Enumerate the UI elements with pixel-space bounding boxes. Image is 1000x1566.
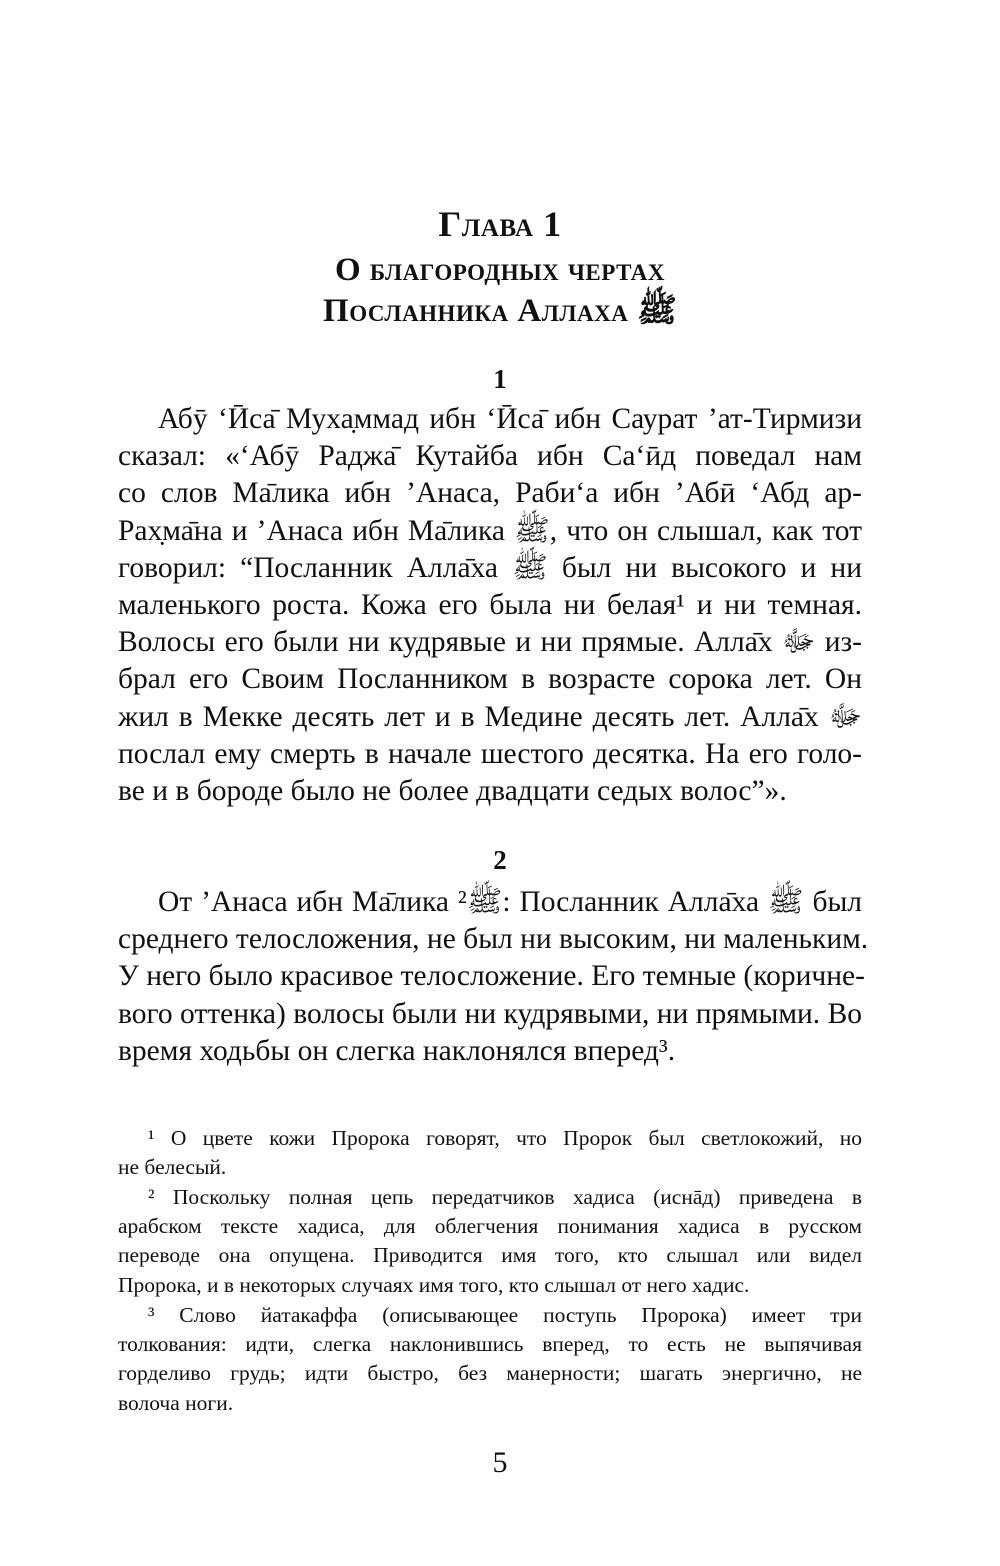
footnote-3 <box>118 1301 862 1418</box>
chapter-title-line-1: О благородных чертах <box>334 252 666 288</box>
text-line: жил в Мекке десять лет и в Медине десять лет. Алла̄х ﷻ <box>118 700 862 733</box>
footnote-line: Пророка, и в некоторых случаях имя того, кто слышал от него хадис. <box>118 1272 750 1297</box>
section-number-2: 2 <box>493 845 507 875</box>
text-line: Абӯ ‘Ӣса̄ Муха̣ммад ибн ‘Ӣса̄ ибн Саурат ’ат-Тирмизи <box>158 403 862 435</box>
footnote-line: ¹ О цвете кожи Пророка говорят, что Пророк был светлокожий, но <box>148 1126 862 1150</box>
footnote-line: горделиво грудь; идти быстро, без манерности; шагать энергично, не <box>118 1361 862 1386</box>
text-line: маленького роста. Кожа его была ни белая¹ и ни темная. <box>118 589 862 622</box>
page-number: 5 <box>492 1446 508 1479</box>
chapter-heading: Глава 1 <box>438 204 562 244</box>
text-line: время ходьбы он слегка наклонялся вперед³. <box>118 1034 676 1067</box>
text-line: ве и в бороде было не более двадцати седых волос”». <box>118 775 787 808</box>
footnote-line: ² Поскольку полная цепь передатчиков хадиса (иснāд) приведена в <box>148 1185 862 1209</box>
footnote-2 <box>118 1183 862 1300</box>
footnote-line: ³ Слово йатакаффа (описывающее поступь Пророка) имеет три <box>148 1303 862 1327</box>
footnote-line: толкования: идти, слегка наклонившись вперед, то есть не выпячивая <box>118 1332 862 1357</box>
text-line: вого оттенка) волосы были ни кудрявыми, ни прямыми. Во <box>118 997 862 1030</box>
text-line: Волосы его были ни кудрявые и ни прямые. Алла̄х ﷻ из- <box>118 626 862 659</box>
text-line: У него было красивое телосложение. Его темные (коричне- <box>118 960 865 993</box>
text-line: говорил: “Посланник Алла̄ха ﷺ был ни высокого и ни <box>118 551 862 584</box>
section-number-1: 1 <box>493 364 507 394</box>
footnote-line: переводе она опущена. Приводится имя того, кто слышал или видел <box>118 1243 862 1268</box>
text-line: От ’Анаса ибн Ма̄лика ﷺ²: Посланник Алла̄ха ﷺ был <box>158 886 862 918</box>
chapter-title-line-2: Посланника Аллаха ﷺ <box>323 293 677 329</box>
text-line: послал ему смерть в начале шестого десятка. На его голо- <box>118 737 862 770</box>
section-1-text <box>118 401 862 810</box>
text-line: сказал: «‘Абӯ Раджа̄ Кутайба ибн Са‘ӣд поведал нам <box>118 440 862 473</box>
footnote-1 <box>118 1124 862 1182</box>
text-line: со слов Ма̄лика ибн ’Анаса, Раби‘а ибн ’Абӣ ‘Абд ар- <box>118 477 862 510</box>
text-line: среднего телосложения, не был ни высоким, ни маленьким. <box>118 923 869 956</box>
footnote-line: арабском тексте хадиса, для облегчения понимания хадиса в русском <box>118 1214 862 1239</box>
section-2-text <box>118 884 869 1070</box>
text-line: брал его Своим Посланником в возрасте сорока лет. Он <box>118 663 862 696</box>
footnote-line: волоча ноги. <box>118 1390 234 1415</box>
footnote-line: не белесый. <box>118 1155 227 1180</box>
text-line: Рах̣ма̄на и ’Анаса ибн Ма̄лика ﷺ, что он слышал, как тот <box>118 514 863 547</box>
